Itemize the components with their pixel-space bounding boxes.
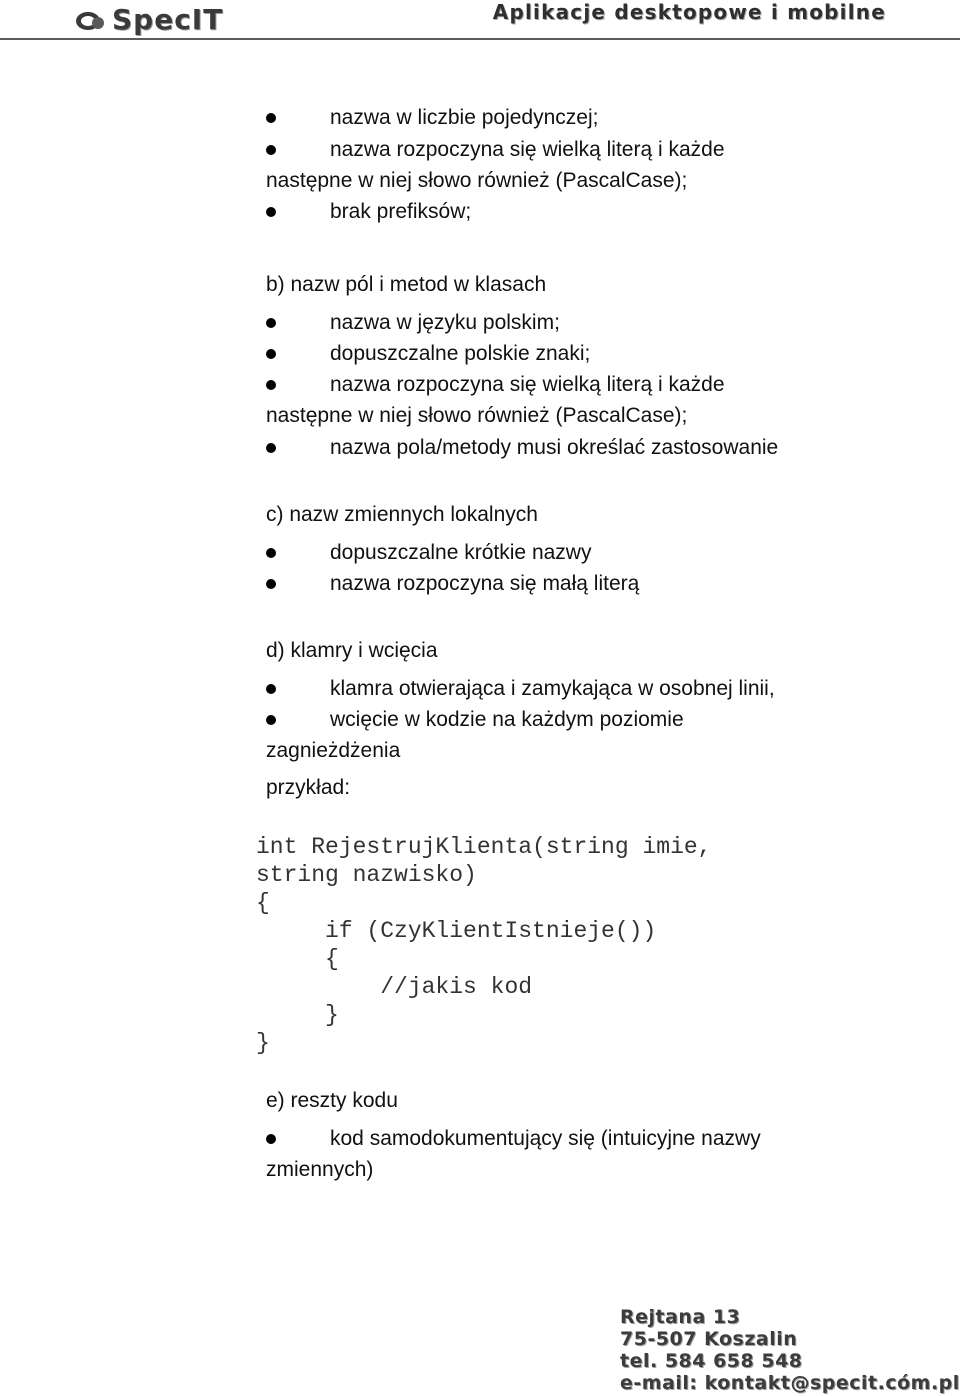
list-item: dopuszczalne krótkie nazwy bbox=[330, 541, 592, 564]
header-tagline: Aplikacje desktopowe i mobilne bbox=[492, 0, 886, 24]
list-item: nazwa rozpoczyna się wielką literą i każde bbox=[330, 138, 725, 161]
bullet-icon bbox=[266, 548, 276, 558]
footer-email[interactable]: e-mail: kontakt@specit.cóm.pl bbox=[620, 1372, 960, 1394]
code-line: } bbox=[256, 1002, 339, 1028]
code-line: if (CzyKlientIstnieje()) bbox=[256, 918, 657, 944]
footer-city: 75-507 Koszalin bbox=[620, 1328, 798, 1350]
code-line: } bbox=[256, 1030, 270, 1056]
page-header bbox=[0, 0, 960, 44]
list-item: nazwa rozpoczyna się małą literą bbox=[330, 572, 640, 595]
list-item: nazwa rozpoczyna się wielką literą i każde bbox=[330, 373, 725, 396]
bullet-icon bbox=[266, 113, 276, 123]
bullet-icon bbox=[266, 443, 276, 453]
example-label: przykład: bbox=[266, 776, 351, 799]
header-divider bbox=[0, 38, 960, 40]
section-heading: c) nazw zmiennych lokalnych bbox=[266, 503, 538, 526]
section-heading: e) reszty kodu bbox=[266, 1089, 398, 1112]
list-item-continuation: następne w niej słowo również (PascalCase); bbox=[266, 169, 688, 192]
section-heading: d) klamry i wcięcia bbox=[266, 639, 438, 662]
specit-logo bbox=[74, 4, 223, 36]
bullet-icon bbox=[266, 380, 276, 390]
list-item: wcięcie w kodzie na każdym poziomie bbox=[330, 708, 684, 731]
code-line: { bbox=[256, 946, 339, 972]
list-item: kod samodokumentujący się (intuicyjne nazwy bbox=[330, 1127, 761, 1150]
bullet-icon bbox=[266, 579, 276, 589]
code-line: int RejestrujKlienta(string imie, bbox=[256, 834, 712, 860]
code-line: string nazwisko) bbox=[256, 862, 477, 888]
code-line: //jakis kod bbox=[256, 974, 533, 1000]
bullet-icon bbox=[266, 1134, 276, 1144]
logo-text: SpecIT bbox=[112, 3, 224, 36]
bullet-icon bbox=[266, 684, 276, 694]
list-item: nazwa w liczbie pojedynczej; bbox=[330, 106, 599, 129]
list-item: dopuszczalne polskie znaki; bbox=[330, 342, 591, 365]
bullet-icon bbox=[266, 207, 276, 217]
section-heading: b) nazw pól i metod w klasach bbox=[266, 273, 547, 296]
list-item: nazwa w języku polskim; bbox=[330, 311, 560, 334]
list-item: klamra otwierająca i zamykająca w osobnej linii, bbox=[330, 677, 775, 700]
logo-mark-icon bbox=[74, 7, 110, 33]
bullet-icon bbox=[266, 318, 276, 328]
list-item-continuation: następne w niej słowo również (PascalCase); bbox=[266, 404, 688, 427]
footer-phone: tel. 584 658 548 bbox=[620, 1350, 803, 1372]
list-item: nazwa pola/metody musi określać zastosowanie bbox=[330, 436, 779, 459]
bullet-icon bbox=[266, 145, 276, 155]
list-item-continuation: zagnieżdżenia bbox=[266, 739, 401, 762]
footer-street: Rejtana 13 bbox=[620, 1306, 741, 1328]
contact-footer bbox=[620, 1306, 960, 1394]
bullet-icon bbox=[266, 349, 276, 359]
list-item: brak prefiksów; bbox=[330, 200, 472, 223]
code-line: { bbox=[256, 890, 270, 916]
list-item-continuation: zmiennych) bbox=[266, 1158, 374, 1181]
bullet-icon bbox=[266, 715, 276, 725]
